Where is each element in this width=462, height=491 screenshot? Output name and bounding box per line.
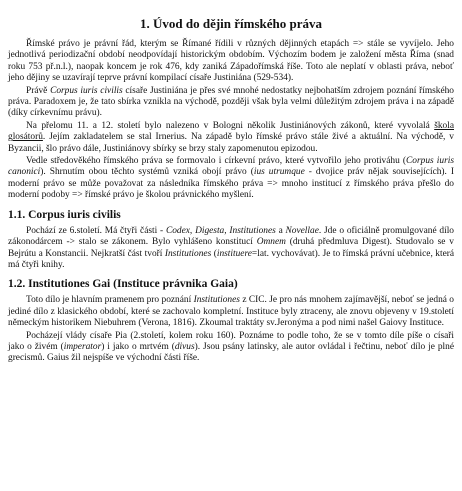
section-title-1-2: 1.2. Institutiones Gai (Instituce právnika Gaia) [8,278,238,291]
section-1-2-paragraph-1: Toto dílo je hlavním pramenem pro poznání Institutiones z CIC. Je pro nás mnohem zajímavější, neboť se jedná o jediné dílo z klasického období, které se zachovalo kompletní. Instituce byly ztraceny, ale znovu objeveny v 19.století německým historikem Niebuhrem (Verona, 1816). Zkoumal traktáty sv.Jeronýma a pod nimi našel Gaiovy Instituce. [8,295,454,329]
chapter-paragraph-3: Na přelomu 11. a 12. století bylo nalezeno v Bologni několik Justiniánových zákonů, které vyvolalá škola glosátorů. Jejím zakladatelem se stal Irnerius. Na západě bylo římské právo stále živé a aktuální. Na východě, v Byzancii, šlo právo dále, Justiniánovy sbírky se brzy staly zapomenutou epizodou. [8,120,454,154]
chapter-paragraph-4: Vedle středověkého římského práva se formovalo i církevní právo, které vytvořilo jeho protiváhu (Corpus iuris canonici). Shrnutím obou těchto systémů vzniká obojí právo (ius utrumque - dvojice práv nějak souvisejících). I moderní právo se může považovat za následníka římského práva => mnoho institucí z římského práva přešlo do moderní podoby => římské právo je školou právnického myšlení. [8,156,455,201]
section-1-2-paragraph-2: Pocházejí vlády císaře Pia (2.století, kolem roku 160). Poznáme to podle toho, že se v tomto díle píše o císaři jako o živém (imperator) i jako o mrtvém (divus). Jsou psány latinsky, ale autor ovládal i řečtinu, neboť dílo je plné grecismů. Gaius žil nejspíše ve východní části říše. [8,330,454,364]
chapter-paragraph-2: Právě Corpus iuris civilis císaře Justiniána je přes své mnohé nedostatky nejbohatším zdrojem poznání římského práva. Paradoxem je, že tato sbírka vznikla na východě, později však byla velmi důležitým zdrojem práva i na západě (díky církevnímu právu). [8,85,454,119]
chapter-paragraph-1: Římské právo je právní řád, kterým se Římané řídili v různých dějinných etapách => stále se vyvíjelo. Jeho jednotlivá periodizační období neodpovídají historickým obdobím. Výchozím bodem je založení města Říma (snad roku 753 př.n.l.), naopak koncem je rok 476, kdy zaniká Západořímská říše. Toto ale neplatí v oblasti práva, neboť jeho dějiny se uzavírají teprve právní kompilací císaře Justiniána (529-534). [8,39,454,84]
section-1-1-paragraph: Pochází ze 6.století. Má čtyři části - Codex, Digesta, Institutiones a Novellae. Jde o oficiálně promulgované dílo zákonodárcem -> stalo se zákonem. Bylo vyhlášeno konstitucí Omnem (druhá předmluva Digest). Studovalo se v Bejrútu a Konstancii. Nejkratší část tvoří Institutiones (instituere=lat. vychovávat). Je to římská právní učebnice, která má čtyři knihy. [8,225,455,270]
section-title-1-1: 1.1. Corpus iuris civilis [8,208,121,221]
chapter-title: 1. Úvod do dějin římského práva [139,16,323,31]
term-corpus-iuris-civilis: Corpus iuris civilis [50,85,123,96]
term-corpus-iuris-canonici: Corpus iuris canonici [8,156,454,178]
term-skola-glosatoru: škola glosátorů [8,120,454,143]
term-ius-utrumque: ius utrumque [253,167,305,178]
document-page [8,6,454,366]
